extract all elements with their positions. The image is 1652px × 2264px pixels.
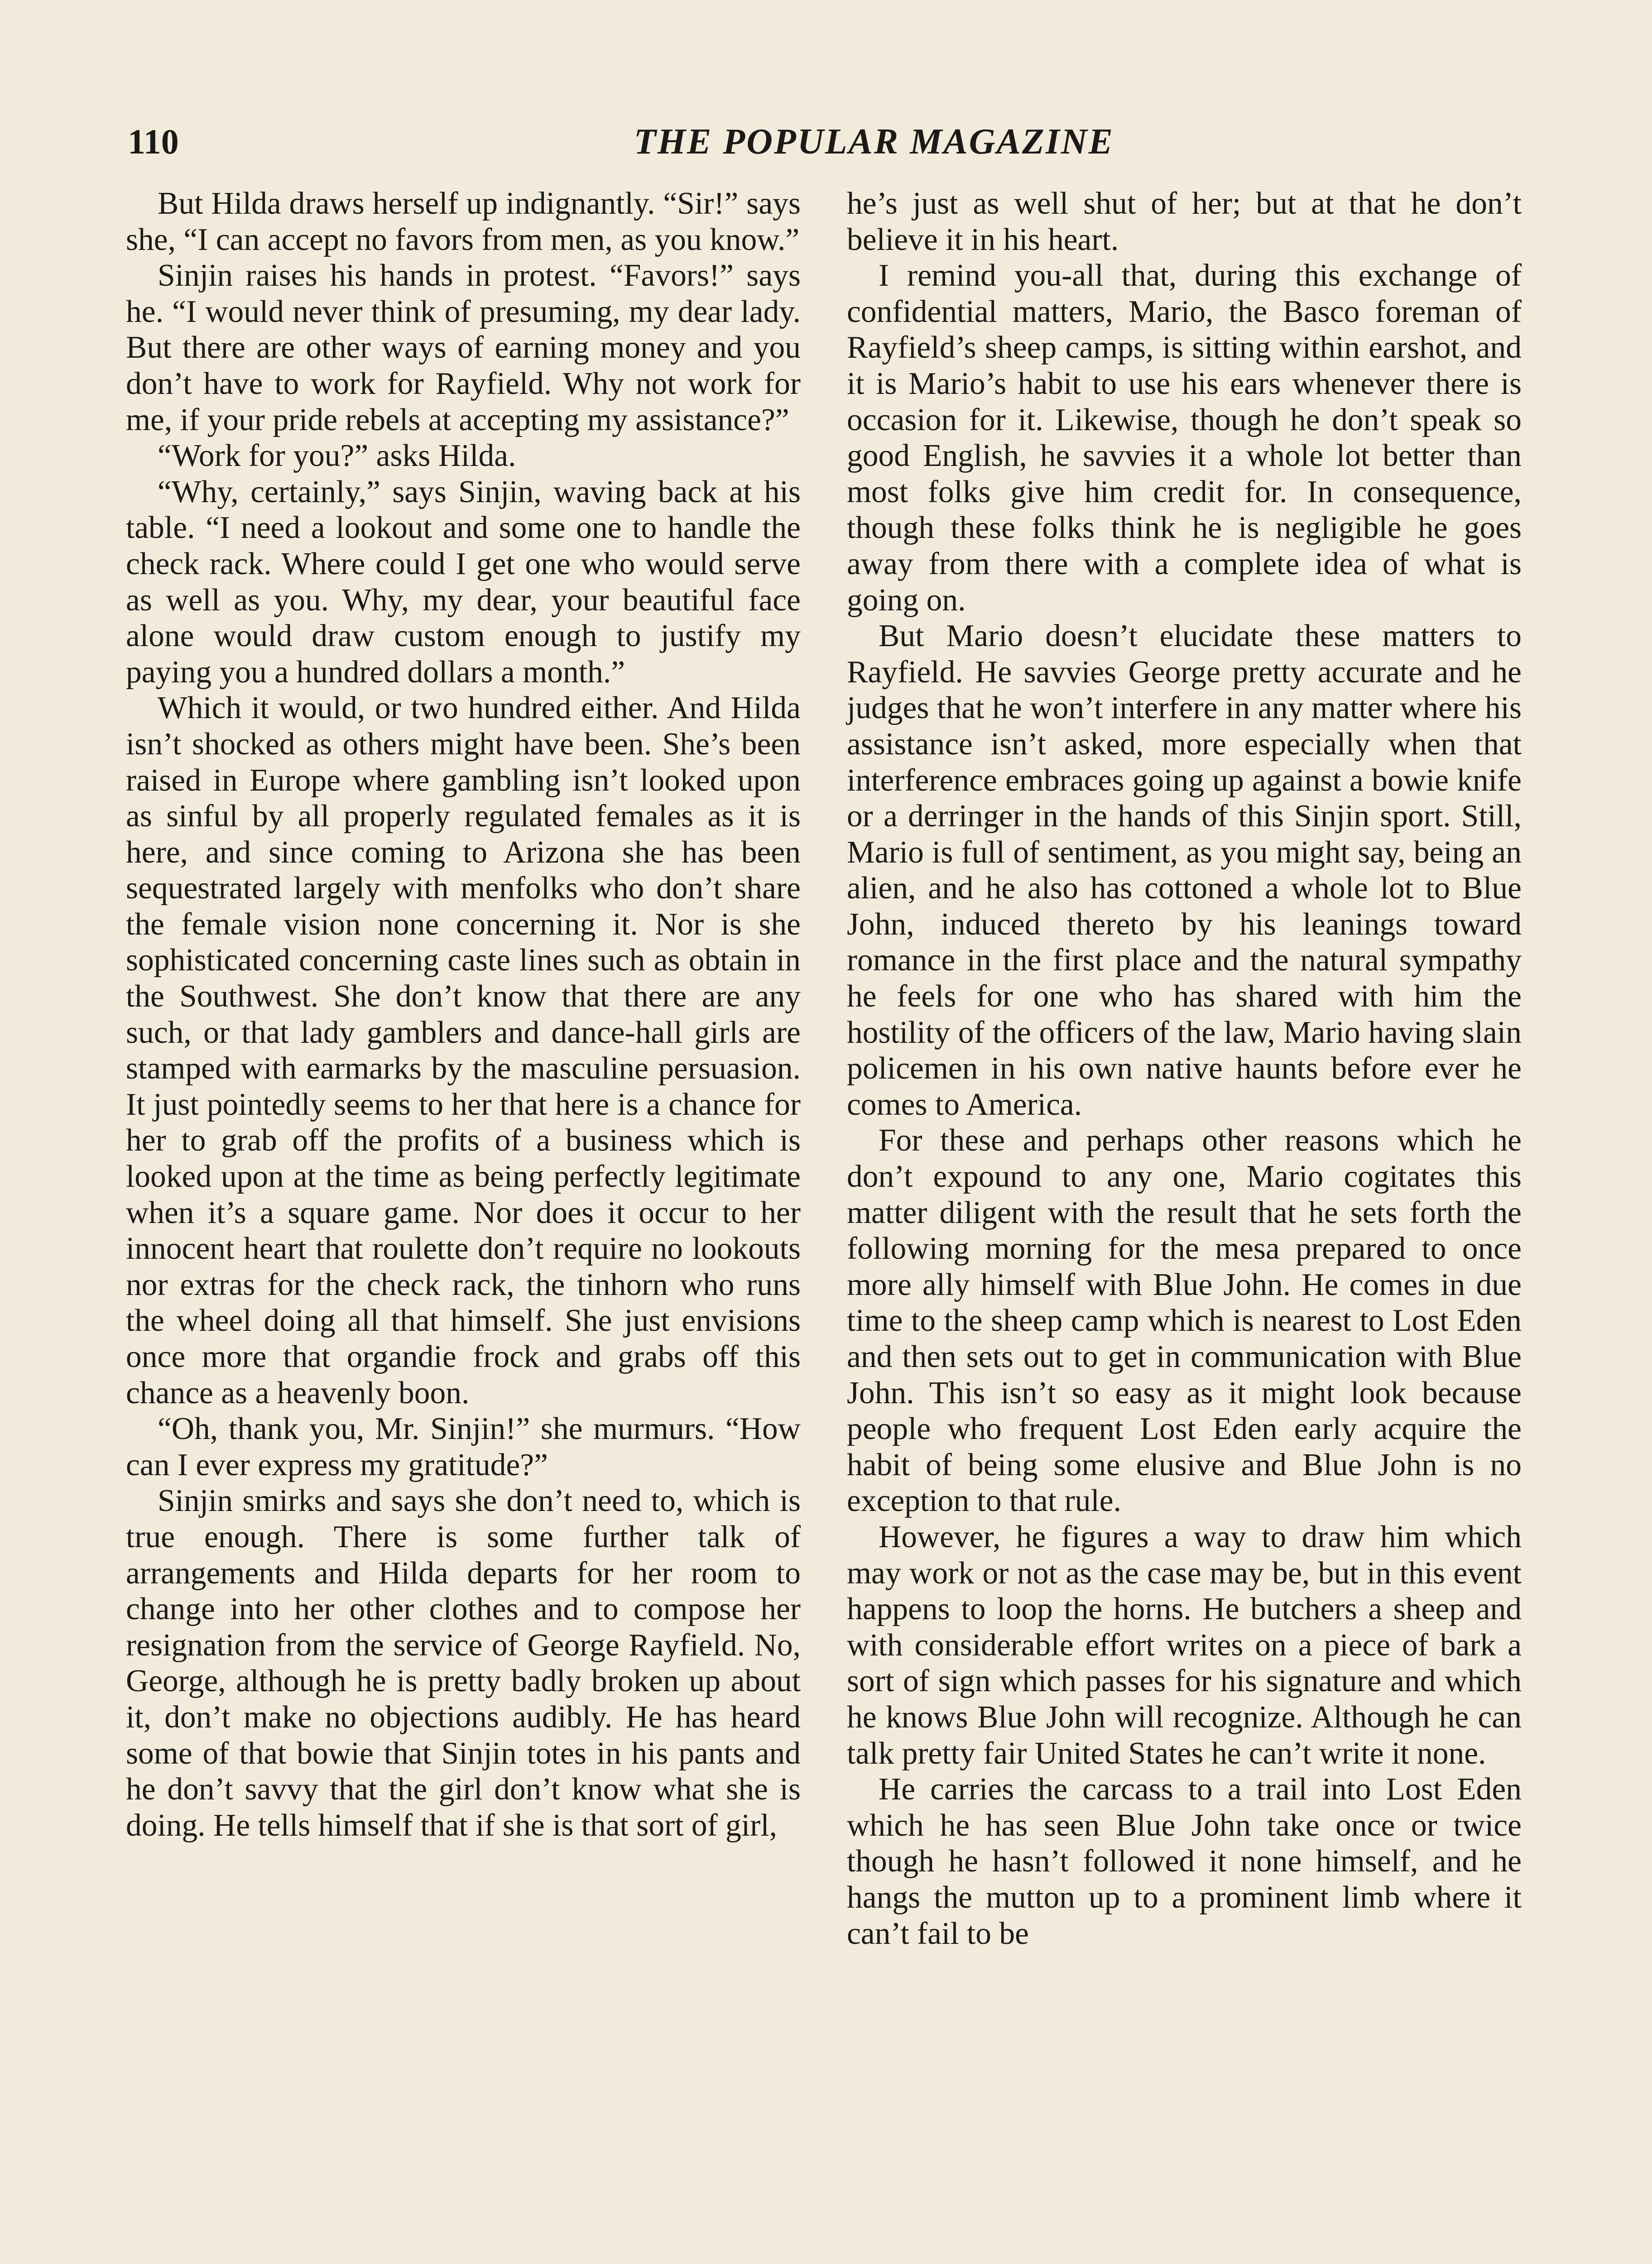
paragraph: Sinjin raises his hands in protest. “Favors!” says he. “I would never think of presuming, my dear lady. But there are other ways of earning money and you don’t have to work for Rayfield. Why not work for me, if your pride rebels at accepting my assistance?” xyxy=(126,258,801,437)
right-column xyxy=(847,186,1522,1952)
paragraph: For these and perhaps other reasons which he don’t expound to any one, Mario cogitates this matter diligent with the result that he sets forth the following morning for the mesa prepared to once more ally himself with Blue John. He comes in due time to the sheep camp which is nearest to Lost Eden and then sets out to get in communication with Blue John. This isn’t so easy as it might look because people who frequent Lost Eden early acquire the habit of being some elusive and Blue John is no exception to that rule. xyxy=(847,1123,1522,1519)
paragraph-continued: he’s just as well shut of her; but at that he don’t believe it in his heart. xyxy=(847,186,1522,257)
paragraph: But Mario doesn’t elucidate these matters to Rayfield. He savvies George pretty accurate and he judges that he won’t interfere in any matter where his assistance isn’t asked, more especially when that interference embraces going up against a bowie knife or a derringer in the hands of this Sinjin sport. Still, Mario is full of sentiment, as you might say, being an alien, and he also has cottoned a whole lot to Blue John, induced thereto by his leanings toward romance in the first place and the natural sympathy he feels for one who has shared with him the hostility of the officers of the law, Mario having slain policemen in his own native haunts before ever he comes to America. xyxy=(847,619,1522,1122)
paragraph: “Work for you?” asks Hilda. xyxy=(158,438,516,474)
left-column xyxy=(126,186,801,1843)
paragraph: I remind you-all that, during this exchange of confidential matters, Mario, the Basco foreman of Rayfield’s sheep camps, is sitting within earshot, and it is Mario’s habit to use his ears whenever there is occasion for it. Likewise, though he don’t speak so good English, he savvies it a whole lot better than most folks give him credit for. In consequence, though these folks think he is negligible he goes away from there with a complete idea of what is going on. xyxy=(847,258,1522,618)
paragraph: However, he figures a way to draw him which may work or not as the case may be, but in this event happens to loop the horns. He butchers a sheep and with considerable effort writes on a piece of bark a sort of sign which passes for his signature and which he knows Blue John will recognize. Although he can talk pretty fair United States he can’t write it none. xyxy=(847,1519,1522,1771)
page-number: 110 xyxy=(128,122,179,161)
paragraph: “Oh, thank you, Mr. Sinjin!” she murmurs. “How can I ever express my gratitude?” xyxy=(126,1411,801,1482)
paragraph: Sinjin smirks and says she don’t need to, which is true enough. There is some further talk of arrangements and Hilda departs for her room to change into her other clothes and to compose her resignation from the service of George Rayfield. No, George, although he is pretty badly broken up about it, don’t make no objections audibly. He has heard some of that bowie that Sinjin totes in his pants and he don’t savvy that the girl don’t know what she is doing. He tells himself that if she is that sort of girl, xyxy=(126,1483,801,1843)
paragraph: He carries the carcass to a trail into Lost Eden which he has seen Blue John take once or twice though he hasn’t followed it none himself, and he hangs the mutton up to a prominent limb where it can’t fail to be xyxy=(847,1772,1522,1951)
paragraph: “Why, certainly,” says Sinjin, waving back at his table. “I need a lookout and some one to handle the check rack. Where could I get one who would serve as well as you. Why, my dear, your beautiful face alone would draw custom enough to justify my paying you a hundred dollars a month.” xyxy=(126,474,801,690)
paragraph: But Hilda draws herself up indignantly. “Sir!” says she, “I can accept no favors from men, as you know.” xyxy=(126,186,801,257)
paragraph: Which it would, or two hundred either. And Hilda isn’t shocked as others might have been. She’s been raised in Europe where gambling isn’t looked upon as sinful by all properly regulated females as it is here, and since coming to Arizona she has been sequestrated largely with menfolks who don’t share the female vision none concerning it. Nor is she sophisticated concerning caste lines such as obtain in the Southwest. She don’t know that there are any such, or that lady gamblers and dance-hall girls are stamped with earmarks by the masculine persuasion. It just pointedly seems to her that here is a chance for her to grab off the profits of a business which is looked upon at the time as being perfectly legitimate when it’s a square game. Nor does it occur to her innocent heart that roulette don’t require no lookouts nor extras for the check rack, the tinhorn who runs the wheel doing all that himself. She just envisions once more that organdie frock and grabs off this chance as a heavenly boon. xyxy=(126,691,801,1410)
running-title: THE POPULAR MAGAZINE xyxy=(634,122,1114,162)
